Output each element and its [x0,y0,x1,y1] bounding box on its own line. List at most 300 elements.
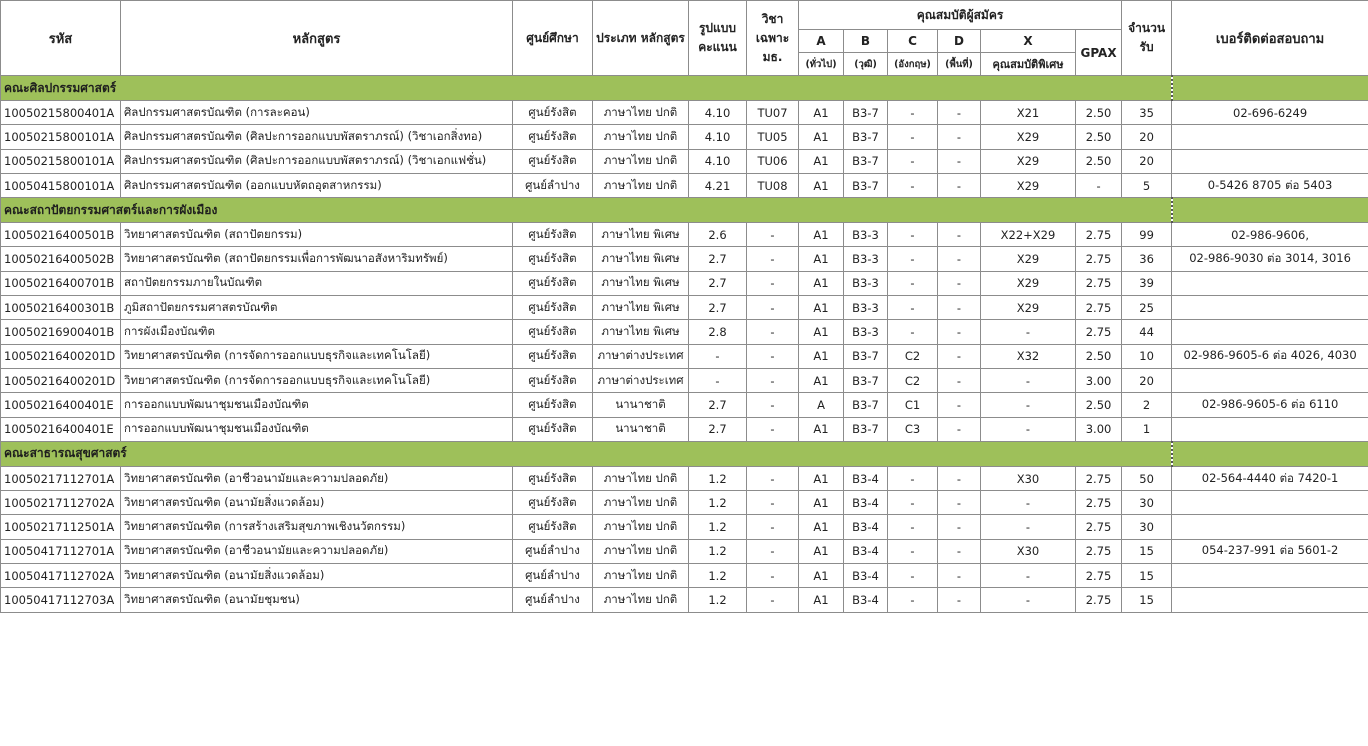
row-qual-a: A1 [799,344,844,368]
row-center: ศูนย์รังสิต [513,223,593,247]
row-qual-c: C2 [888,368,938,392]
row-code: 10050215800401A [1,101,121,125]
row-qual-d: - [938,320,981,344]
row-gpax: 2.75 [1076,296,1122,320]
row-gpax: 2.50 [1076,101,1122,125]
row-seats: 20 [1122,149,1172,173]
header-qual-a: A [799,30,844,53]
row-qual-a: A1 [799,296,844,320]
row-qual-d: - [938,101,981,125]
table-row [1,223,1368,247]
row-qual-c: - [888,320,938,344]
row-subject: - [747,271,799,295]
header-type: ประเภท หลักสูตร [593,1,689,76]
row-program: วิทยาศาสตรบัณฑิต (สถาปัตยกรรมเพื่อการพัฒนาอสังหาริมทรัพย์) [121,247,513,271]
row-subject: TU08 [747,173,799,197]
row-qual-a: A1 [799,320,844,344]
row-type: ภาษาไทย ปกติ [593,588,689,612]
row-contact [1172,491,1368,515]
row-seats: 20 [1122,368,1172,392]
row-center: ศูนย์รังสิต [513,247,593,271]
row-seats: 99 [1122,223,1172,247]
row-qual-d: - [938,149,981,173]
row-seats: 15 [1122,539,1172,563]
row-contact [1172,417,1368,441]
row-subject: - [747,296,799,320]
row-contact [1172,320,1368,344]
row-qual-b: B3-7 [844,368,888,392]
header-qual-c: C [888,30,938,53]
row-format: 1.2 [689,515,747,539]
row-qual-c: - [888,271,938,295]
row-format: 1.2 [689,564,747,588]
row-type: ภาษาไทย พิเศษ [593,296,689,320]
row-contact: 02-986-9605-6 ต่อ 4026, 4030 [1172,344,1368,368]
row-code: 10050217112701A [1,466,121,490]
row-qual-x: X29 [981,125,1076,149]
row-qual-x: - [981,320,1076,344]
row-subject: - [747,588,799,612]
row-qual-d: - [938,393,981,417]
row-qual-c: - [888,223,938,247]
row-format: 2.6 [689,223,747,247]
section-fill [1172,441,1368,466]
row-format: 1.2 [689,466,747,490]
row-contact: 02-696-6249 [1172,101,1368,125]
row-gpax: 2.75 [1076,320,1122,344]
section-header-row [1,441,1368,466]
row-seats: 20 [1122,125,1172,149]
row-contact: 0-5426 8705 ต่อ 5403 [1172,173,1368,197]
row-contact [1172,271,1368,295]
row-qual-b: B3-4 [844,491,888,515]
row-qual-d: - [938,417,981,441]
row-contact [1172,368,1368,392]
header-code: รหัส [1,1,121,76]
row-program: ศิลปกรรมศาสตรบัณฑิต (ศิลปะการออกแบบพัสตราภรณ์) (วิชาเอกแฟชั่น) [121,149,513,173]
row-qual-c: - [888,564,938,588]
row-qual-x: - [981,515,1076,539]
row-type: นานาชาติ [593,417,689,441]
row-qual-b: B3-7 [844,393,888,417]
row-qual-x: - [981,368,1076,392]
row-qual-d: - [938,466,981,490]
row-qual-c: - [888,515,938,539]
row-contact [1172,125,1368,149]
table-row [1,173,1368,197]
section-title: คณะสาธารณสุขศาสตร์ [1,441,1172,466]
row-seats: 15 [1122,588,1172,612]
row-contact [1172,588,1368,612]
table-row [1,344,1368,368]
row-seats: 25 [1122,296,1172,320]
row-qual-c: - [888,173,938,197]
table-row [1,149,1368,173]
row-qual-d: - [938,588,981,612]
row-qual-a: A [799,393,844,417]
row-qual-c: C3 [888,417,938,441]
row-qual-b: B3-7 [844,125,888,149]
row-subject: - [747,466,799,490]
row-code: 10050216400701B [1,271,121,295]
table-header [1,1,1368,76]
section-header-row [1,76,1368,101]
row-type: ภาษาต่างประเทศ [593,344,689,368]
header-qual-x-sub: คุณสมบัติพิเศษ [981,53,1076,76]
row-qual-c: - [888,247,938,271]
row-gpax: 2.75 [1076,539,1122,563]
row-qual-d: - [938,491,981,515]
row-qual-x: - [981,588,1076,612]
row-qual-c: - [888,539,938,563]
row-qual-x: X30 [981,539,1076,563]
row-seats: 44 [1122,320,1172,344]
row-program: วิทยาศาสตรบัณฑิต (อนามัยสิ่งแวดล้อม) [121,564,513,588]
row-qual-d: - [938,344,981,368]
row-type: ภาษาไทย ปกติ [593,564,689,588]
header-center: ศูนย์ศึกษา [513,1,593,76]
section-fill [1172,76,1368,101]
row-code: 10050216400201D [1,344,121,368]
header-qualifications: คุณสมบัติผู้สมัคร [799,1,1122,30]
row-code: 10050217112702A [1,491,121,515]
row-program: ศิลปกรรมศาสตรบัณฑิต (ศิลปะการออกแบบพัสตราภรณ์) (วิชาเอกสิ่งทอ) [121,125,513,149]
section-title: คณะศิลปกรรมศาสตร์ [1,76,1172,101]
row-seats: 5 [1122,173,1172,197]
row-code: 10050216400401E [1,393,121,417]
row-gpax: 2.50 [1076,149,1122,173]
row-gpax: 2.75 [1076,247,1122,271]
table-row [1,247,1368,271]
row-center: ศูนย์รังสิต [513,368,593,392]
row-qual-b: B3-3 [844,296,888,320]
row-program: วิทยาศาสตรบัณฑิต (การสร้างเสริมสุขภาพเชิงนวัตกรรม) [121,515,513,539]
header-subject: วิชา เฉพาะ มธ. [747,1,799,76]
row-qual-x: - [981,393,1076,417]
table-row [1,296,1368,320]
row-qual-a: A1 [799,417,844,441]
row-program: การออกแบบพัฒนาชุมชนเมืองบัณฑิต [121,393,513,417]
row-contact [1172,515,1368,539]
row-code: 10050417112703A [1,588,121,612]
row-qual-b: B3-7 [844,173,888,197]
header-qual-d: D [938,30,981,53]
row-format: 4.10 [689,101,747,125]
row-program: วิทยาศาสตรบัณฑิต (อนามัยชุมชน) [121,588,513,612]
row-type: ภาษาไทย ปกติ [593,466,689,490]
row-qual-c: - [888,296,938,320]
row-program: วิทยาศาสตรบัณฑิต (อาชีวอนามัยและความปลอดภัย) [121,466,513,490]
row-qual-b: B3-4 [844,515,888,539]
row-qual-b: B3-7 [844,101,888,125]
row-qual-x: - [981,564,1076,588]
row-gpax: 3.00 [1076,368,1122,392]
row-gpax: 2.75 [1076,588,1122,612]
table-row [1,466,1368,490]
row-qual-a: A1 [799,588,844,612]
row-type: ภาษาไทย ปกติ [593,173,689,197]
row-center: ศูนย์ลำปาง [513,539,593,563]
row-subject: - [747,564,799,588]
row-subject: TU05 [747,125,799,149]
row-type: ภาษาไทย พิเศษ [593,320,689,344]
row-qual-x: X29 [981,149,1076,173]
row-code: 10050417112702A [1,564,121,588]
row-gpax: 2.50 [1076,393,1122,417]
row-format: 1.2 [689,588,747,612]
row-qual-a: A1 [799,125,844,149]
row-qual-d: - [938,125,981,149]
row-program: ภูมิสถาปัตยกรรมศาสตรบัณฑิต [121,296,513,320]
row-format: 2.8 [689,320,747,344]
row-seats: 36 [1122,247,1172,271]
row-qual-a: A1 [799,368,844,392]
table-row [1,491,1368,515]
table-row [1,271,1368,295]
row-qual-d: - [938,296,981,320]
row-center: ศูนย์รังสิต [513,271,593,295]
row-format: 2.7 [689,271,747,295]
row-qual-a: A1 [799,223,844,247]
row-qual-b: B3-3 [844,271,888,295]
row-qual-d: - [938,223,981,247]
row-subject: - [747,417,799,441]
row-qual-b: B3-3 [844,320,888,344]
row-type: นานาชาติ [593,393,689,417]
row-format: 2.7 [689,417,747,441]
row-qual-a: A1 [799,491,844,515]
row-gpax: 2.75 [1076,515,1122,539]
row-qual-b: B3-7 [844,344,888,368]
row-center: ศูนย์ลำปาง [513,173,593,197]
row-seats: 30 [1122,515,1172,539]
row-type: ภาษาไทย ปกติ [593,125,689,149]
table-row [1,320,1368,344]
row-qual-b: B3-7 [844,149,888,173]
row-qual-d: - [938,173,981,197]
row-format: 4.21 [689,173,747,197]
row-qual-d: - [938,247,981,271]
row-qual-b: B3-4 [844,539,888,563]
row-seats: 1 [1122,417,1172,441]
row-qual-a: A1 [799,247,844,271]
row-seats: 2 [1122,393,1172,417]
row-qual-x: X21 [981,101,1076,125]
header-format: รูปแบบ คะแนน [689,1,747,76]
row-center: ศูนย์ลำปาง [513,564,593,588]
row-type: ภาษาไทย พิเศษ [593,271,689,295]
row-code: 10050216400501B [1,223,121,247]
row-subject: - [747,368,799,392]
row-type: ภาษาไทย พิเศษ [593,223,689,247]
row-subject: - [747,320,799,344]
row-seats: 10 [1122,344,1172,368]
row-subject: - [747,344,799,368]
row-qual-a: A1 [799,271,844,295]
table-row [1,368,1368,392]
row-seats: 30 [1122,491,1172,515]
row-type: ภาษาไทย พิเศษ [593,247,689,271]
row-center: ศูนย์รังสิต [513,149,593,173]
row-qual-a: A1 [799,564,844,588]
row-program: ศิลปกรรมศาสตรบัณฑิต (การละคอน) [121,101,513,125]
table-row [1,393,1368,417]
row-code: 10050216900401B [1,320,121,344]
row-center: ศูนย์รังสิต [513,466,593,490]
row-qual-x: X29 [981,271,1076,295]
row-qual-c: C1 [888,393,938,417]
row-center: ศูนย์รังสิต [513,125,593,149]
row-code: 10050215800101A [1,125,121,149]
header-program: หลักสูตร [121,1,513,76]
row-contact: 02-986-9030 ต่อ 3014, 3016 [1172,247,1368,271]
row-code: 10050216400401E [1,417,121,441]
row-code: 10050216400201D [1,368,121,392]
header-gpax: GPAX [1076,30,1122,76]
row-subject: - [747,223,799,247]
row-type: ภาษาต่างประเทศ [593,368,689,392]
row-program: การออกแบบพัฒนาชุมชนเมืองบัณฑิต [121,417,513,441]
row-contact: 054-237-991 ต่อ 5601-2 [1172,539,1368,563]
row-contact: 02-564-4440 ต่อ 7420-1 [1172,466,1368,490]
row-qual-c: C2 [888,344,938,368]
row-center: ศูนย์รังสิต [513,491,593,515]
section-fill [1172,198,1368,223]
header-qual-d-sub: (พื้นที่) [938,53,981,76]
row-qual-a: A1 [799,149,844,173]
row-format: 2.7 [689,393,747,417]
table-row [1,417,1368,441]
row-qual-x: X29 [981,296,1076,320]
table-row [1,588,1368,612]
row-program: สถาปัตยกรรมภายในบัณฑิต [121,271,513,295]
row-gpax: 2.75 [1076,564,1122,588]
row-subject: - [747,515,799,539]
row-qual-a: A1 [799,101,844,125]
row-qual-x: X29 [981,247,1076,271]
row-qual-b: B3-4 [844,588,888,612]
row-center: ศูนย์รังสิต [513,296,593,320]
row-center: ศูนย์ลำปาง [513,588,593,612]
row-qual-b: B3-4 [844,564,888,588]
row-format: 2.7 [689,247,747,271]
header-qual-a-sub: (ทั่วไป) [799,53,844,76]
row-program: ศิลปกรรมศาสตรบัณฑิต (ออกแบบหัตถอุตสาหกรรม) [121,173,513,197]
row-qual-d: - [938,271,981,295]
row-code: 10050417112701A [1,539,121,563]
row-type: ภาษาไทย ปกติ [593,491,689,515]
row-gpax: 2.75 [1076,466,1122,490]
row-seats: 50 [1122,466,1172,490]
header-qual-b-sub: (วุฒิ) [844,53,888,76]
row-qual-c: - [888,588,938,612]
row-qual-a: A1 [799,539,844,563]
row-subject: - [747,393,799,417]
row-qual-d: - [938,368,981,392]
row-format: 2.7 [689,296,747,320]
section-header-row [1,198,1368,223]
row-center: ศูนย์รังสิต [513,344,593,368]
row-code: 10050217112501A [1,515,121,539]
row-format: 1.2 [689,539,747,563]
row-seats: 15 [1122,564,1172,588]
header-qual-x: X [981,30,1076,53]
row-center: ศูนย์รังสิต [513,515,593,539]
row-qual-c: - [888,491,938,515]
row-subject: - [747,491,799,515]
row-qual-c: - [888,149,938,173]
row-program: วิทยาศาสตรบัณฑิต (การจัดการออกแบบธุรกิจและเทคโนโลยี) [121,344,513,368]
table-body [1,76,1368,613]
row-code: 10050216400301B [1,296,121,320]
table-row [1,539,1368,563]
row-qual-d: - [938,564,981,588]
row-qual-x: X29 [981,173,1076,197]
row-qual-b: B3-3 [844,247,888,271]
row-program: การผังเมืองบัณฑิต [121,320,513,344]
row-code: 10050215800101A [1,149,121,173]
row-contact: 02-986-9605-6 ต่อ 6110 [1172,393,1368,417]
row-qual-x: X30 [981,466,1076,490]
row-qual-x: X22+X29 [981,223,1076,247]
row-center: ศูนย์รังสิต [513,101,593,125]
row-format: 1.2 [689,491,747,515]
row-qual-x: - [981,491,1076,515]
row-qual-b: B3-4 [844,466,888,490]
row-code: 10050415800101A [1,173,121,197]
row-program: วิทยาศาสตรบัณฑิต (อนามัยสิ่งแวดล้อม) [121,491,513,515]
header-seats: จำนวน รับ [1122,1,1172,76]
row-format: 4.10 [689,149,747,173]
row-program: วิทยาศาสตรบัณฑิต (อาชีวอนามัยและความปลอดภัย) [121,539,513,563]
row-qual-c: - [888,466,938,490]
row-gpax: 2.75 [1076,223,1122,247]
header-qual-c-sub: (อังกฤษ) [888,53,938,76]
row-gpax: - [1076,173,1122,197]
row-qual-a: A1 [799,173,844,197]
row-qual-b: B3-3 [844,223,888,247]
row-subject: TU06 [747,149,799,173]
row-gpax: 2.50 [1076,344,1122,368]
table-row [1,564,1368,588]
row-format: - [689,344,747,368]
row-format: - [689,368,747,392]
header-qual-b: B [844,30,888,53]
row-qual-d: - [938,539,981,563]
row-seats: 39 [1122,271,1172,295]
row-qual-c: - [888,101,938,125]
table-row [1,515,1368,539]
row-qual-b: B3-7 [844,417,888,441]
row-code: 10050216400502B [1,247,121,271]
row-qual-a: A1 [799,515,844,539]
header-contact: เบอร์ติดต่อสอบถาม [1172,1,1368,76]
row-contact [1172,149,1368,173]
row-center: ศูนย์รังสิต [513,393,593,417]
row-qual-c: - [888,125,938,149]
row-center: ศูนย์รังสิต [513,320,593,344]
row-subject: TU07 [747,101,799,125]
row-qual-x: - [981,417,1076,441]
row-gpax: 2.75 [1076,271,1122,295]
table-row [1,101,1368,125]
row-qual-d: - [938,515,981,539]
row-program: วิทยาศาสตรบัณฑิต (การจัดการออกแบบธุรกิจและเทคโนโลยี) [121,368,513,392]
row-format: 4.10 [689,125,747,149]
row-subject: - [747,247,799,271]
row-contact [1172,296,1368,320]
row-gpax: 2.75 [1076,491,1122,515]
